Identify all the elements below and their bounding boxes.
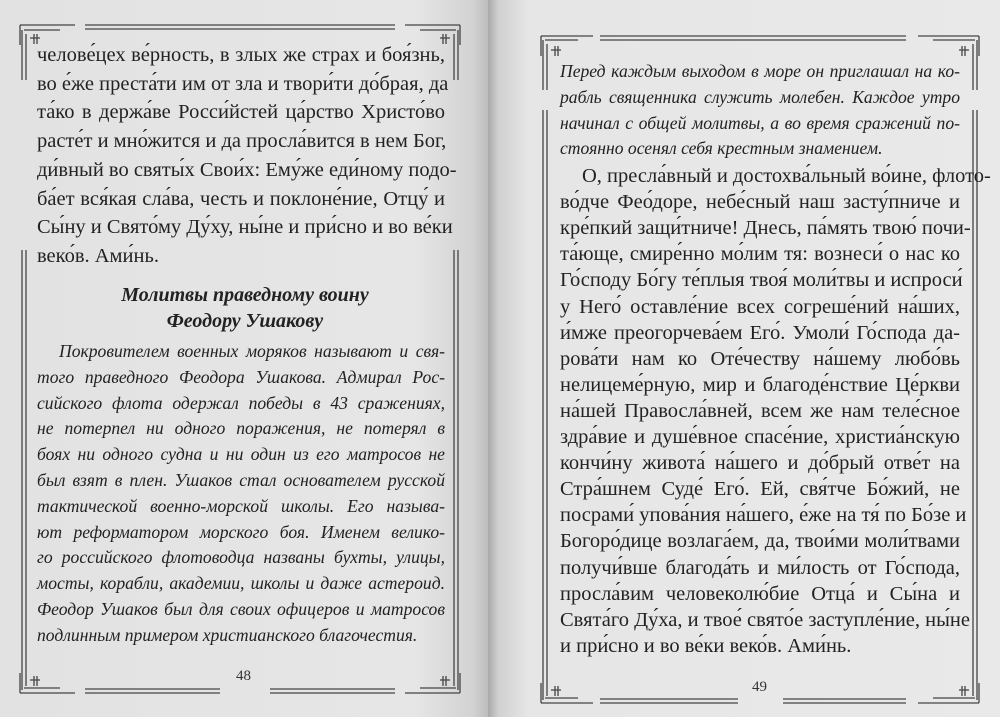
text-line: расте́т и мно́жится и да просла́вится в нем Бог,: [37, 130, 447, 153]
text-line: у Него́ оставле́ние всех согреше́ний на́ших,: [560, 295, 960, 318]
page-number: 48: [236, 668, 251, 684]
text-line: О, пресла́вный и достохва́льный во́ине, флото-: [582, 165, 991, 187]
text-line: во́дче Фео́доре, небе́сный наш засту́пниче и: [560, 191, 960, 214]
text-line: рабль священника служить молебен. Каждое утро: [560, 86, 960, 107]
right-page: [488, 0, 1000, 717]
text-line: Покровителем военных моряков называют и свя-: [59, 341, 445, 361]
text-line: нелицеме́рную, мир и благоде́нствие Це́ркви: [560, 373, 960, 396]
text-line: подлинным примером христианского благочестия.: [37, 624, 418, 645]
text-line: го российского флотоводца названы бухты, улицы,: [37, 547, 445, 568]
text-line: боях ни одного судна и ни один из его матросов не: [37, 444, 445, 465]
text-line: та́юще, смире́нно мо́лим тя: вознеси́ о нас ко: [560, 243, 960, 266]
text-line: был взят в плен. Ушаков стал основателем русской: [37, 470, 445, 490]
text-line: просла́вим человеколю́бие Отца́ и Сы́на и: [560, 582, 960, 605]
text-line: Свята́го Ду́ха, и твое́ свято́е заступле́ние, ны́не: [560, 608, 970, 631]
left-page: [0, 0, 488, 717]
text-line: челове́цех ве́рность, в злых же страх и боя́знь,: [37, 44, 445, 66]
text-line: Стра́шнем Суде́ Его́. Ей, свя́тче Бо́жий, не: [560, 478, 960, 501]
text-line: сийского флота одержал победы в 43 сражениях,: [37, 392, 445, 413]
text-line: начинал с общей молитвы, а во время сражений по-: [560, 112, 960, 133]
text-line: кре́пкий защи́тниче! Днесь, па́мять твою́ почи-: [560, 217, 971, 240]
text-line: мосты, корабли, академии, школы и даже астероид.: [37, 573, 445, 594]
section-heading-line-1: Молитвы праведному воину: [121, 284, 369, 306]
text-line: ют реформатором морского боя. Именем велико-: [37, 521, 445, 542]
text-line: посрами́ упова́ния на́шего, е́же на тя́ по Бо́зе и: [560, 504, 967, 527]
text-line: Перед каждым выходом в море он приглашал на ко-: [560, 61, 960, 81]
text-line: здра́вие и душе́вное спасе́ние, христиа́нскую: [560, 426, 960, 448]
text-line: во е́же преста́ти им от зла и твори́ти до́брая, да: [37, 72, 449, 95]
text-line: тактической военно-морской школы. Его называ-: [37, 495, 445, 516]
text-line: получи́вше благода́ть и ми́лость от Го́спода,: [560, 556, 960, 579]
text-line: и́мже преогорчева́ем Его́. Умоли́ Го́спода да-: [560, 321, 960, 344]
text-line: рова́ти нам ко Оте́честву на́шему любо́вь: [560, 347, 960, 370]
text-line: та́ко в держа́ве Росси́йстей ца́рство Христо́во: [37, 101, 445, 124]
text-line: на́шей Правосла́вней, всем же нам теле́сное: [560, 399, 960, 422]
text-line: не потерпел ни одного поражения, не потерял в: [37, 418, 445, 439]
text-line: и при́сно и во ве́ки веко́в. Ами́нь.: [560, 634, 852, 657]
text-line: кончи́ну живота́ на́шего и до́брый отве́т на: [560, 452, 960, 475]
section-heading-line-2: Феодору Ушакову: [166, 310, 324, 332]
text-line: того праведного Феодора Ушакова. Адмирал Рос-: [37, 366, 445, 387]
text-line: Богоро́дице возлага́ем, да, твои́ми моли́твами: [560, 530, 960, 553]
text-line: ба́ет вся́кая сла́ва, честь и поклоне́ние, Отцу́ и: [37, 187, 445, 210]
text-line: веко́в. Ами́нь.: [37, 244, 159, 267]
text-line: ди́вный во святы́х Свои́х: Ему́же еди́ному подо-: [37, 158, 457, 181]
text-line: стоянно осенял себя крестным знамением.: [560, 138, 883, 159]
text-line: Го́споду Бо́гу те́плыя твоя́ моли́твы и испроси́: [560, 269, 963, 292]
page-number: 49: [752, 679, 767, 695]
text-line: Феодор Ушаков был для своих офицеров и матросов: [37, 599, 445, 619]
text-line: Сы́ну и Свято́му Ду́ху, ны́не и при́сно и во ве́ки: [37, 216, 453, 239]
